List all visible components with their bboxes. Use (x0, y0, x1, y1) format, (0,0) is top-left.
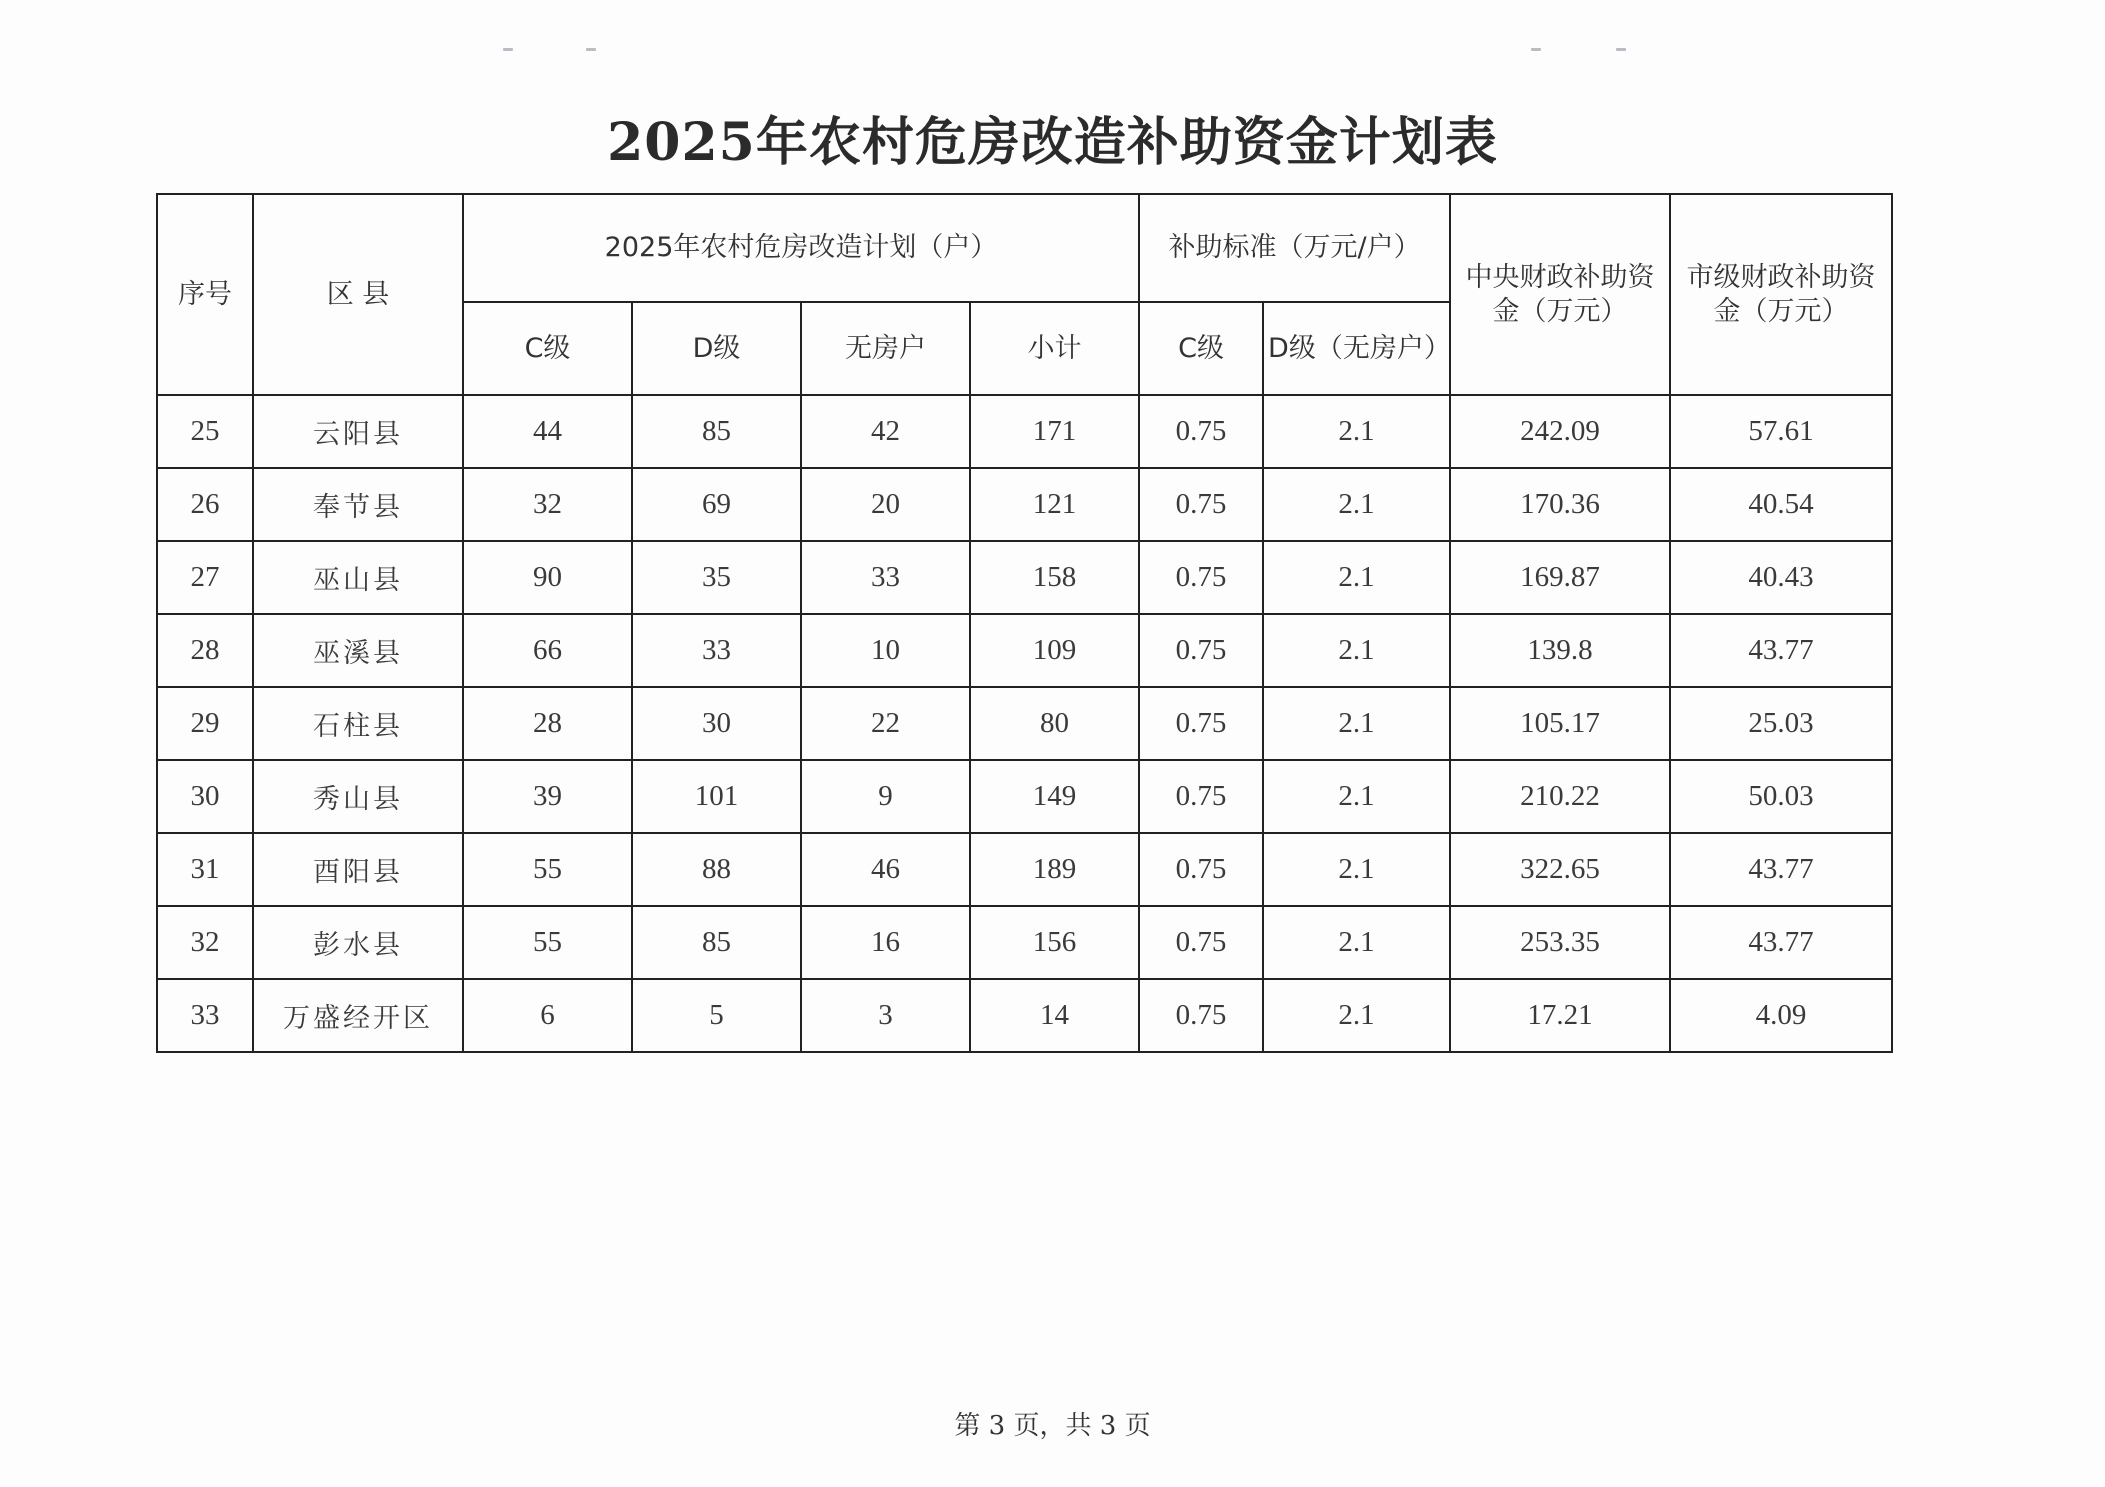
cell-city-fund: 25.03 (1670, 687, 1892, 760)
cell-district: 彭水县 (253, 906, 463, 979)
cell-plan-subtotal: 171 (970, 395, 1139, 468)
cell-plan-c: 55 (463, 833, 632, 906)
cell-district: 万盛经开区 (253, 979, 463, 1052)
cell-central-fund: 105.17 (1450, 687, 1670, 760)
cell-district: 奉节县 (253, 468, 463, 541)
cell-seq: 30 (157, 760, 253, 833)
cell-std-c: 0.75 (1139, 687, 1263, 760)
cell-std-d: 2.1 (1263, 906, 1450, 979)
cell-std-d: 2.1 (1263, 979, 1450, 1052)
cell-std-d: 2.1 (1263, 395, 1450, 468)
cell-central-fund: 210.22 (1450, 760, 1670, 833)
subsidy-plan-table (156, 193, 1893, 1053)
cell-city-fund: 43.77 (1670, 833, 1892, 906)
cell-city-fund: 4.09 (1670, 979, 1892, 1052)
cell-plan-none: 9 (801, 760, 970, 833)
cell-plan-none: 3 (801, 979, 970, 1052)
cell-plan-subtotal: 80 (970, 687, 1139, 760)
header-seq: 序号 (157, 194, 253, 395)
cell-std-d: 2.1 (1263, 468, 1450, 541)
cell-plan-c: 39 (463, 760, 632, 833)
cell-std-c: 0.75 (1139, 760, 1263, 833)
cell-std-c: 0.75 (1139, 541, 1263, 614)
cell-std-d: 2.1 (1263, 760, 1450, 833)
cell-central-fund: 169.87 (1450, 541, 1670, 614)
cell-central-fund: 17.21 (1450, 979, 1670, 1052)
cell-plan-c: 6 (463, 979, 632, 1052)
cell-plan-c: 28 (463, 687, 632, 760)
cell-plan-subtotal: 156 (970, 906, 1139, 979)
cell-std-c: 0.75 (1139, 468, 1263, 541)
header-central-fund: 中央财政补助资金（万元） (1450, 194, 1670, 395)
cell-city-fund: 40.54 (1670, 468, 1892, 541)
table-header (157, 194, 1892, 395)
cell-central-fund: 170.36 (1450, 468, 1670, 541)
cell-district: 巫溪县 (253, 614, 463, 687)
scan-speck (1531, 48, 1541, 51)
cell-seq: 27 (157, 541, 253, 614)
cell-plan-c: 32 (463, 468, 632, 541)
cell-district: 云阳县 (253, 395, 463, 468)
header-std-c: C级 (1139, 302, 1263, 395)
cell-plan-none: 33 (801, 541, 970, 614)
table-row (157, 395, 1892, 468)
cell-plan-subtotal: 158 (970, 541, 1139, 614)
table-row (157, 833, 1892, 906)
scan-speck (503, 48, 513, 51)
cell-plan-d: 88 (632, 833, 801, 906)
table-row (157, 687, 1892, 760)
cell-central-fund: 253.35 (1450, 906, 1670, 979)
cell-std-c: 0.75 (1139, 906, 1263, 979)
cell-city-fund: 40.43 (1670, 541, 1892, 614)
table-body (157, 395, 1892, 1052)
cell-seq: 32 (157, 906, 253, 979)
cell-std-c: 0.75 (1139, 395, 1263, 468)
cell-std-c: 0.75 (1139, 833, 1263, 906)
cell-plan-d: 69 (632, 468, 801, 541)
cell-city-fund: 43.77 (1670, 614, 1892, 687)
page-footer: 第 3 页，共 3 页 (954, 1411, 1151, 1441)
table-row (157, 541, 1892, 614)
cell-seq: 26 (157, 468, 253, 541)
cell-plan-d: 35 (632, 541, 801, 614)
header-plan-c: C级 (463, 302, 632, 395)
cell-plan-d: 85 (632, 906, 801, 979)
header-district: 区 县 (253, 194, 463, 395)
header-city-fund: 市级财政补助资金（万元） (1670, 194, 1892, 395)
cell-city-fund: 43.77 (1670, 906, 1892, 979)
table-row (157, 906, 1892, 979)
header-std-d: D级（无房户） (1263, 302, 1450, 395)
cell-std-d: 2.1 (1263, 614, 1450, 687)
cell-district: 秀山县 (253, 760, 463, 833)
cell-district: 酉阳县 (253, 833, 463, 906)
cell-plan-d: 101 (632, 760, 801, 833)
cell-central-fund: 242.09 (1450, 395, 1670, 468)
cell-plan-c: 66 (463, 614, 632, 687)
document-title: 2025年农村危房改造补助资金计划表 (607, 112, 1498, 173)
cell-plan-none: 22 (801, 687, 970, 760)
table-row (157, 468, 1892, 541)
cell-district: 石柱县 (253, 687, 463, 760)
header-plan-none: 无房户 (801, 302, 970, 395)
table-row (157, 614, 1892, 687)
cell-plan-c: 44 (463, 395, 632, 468)
header-plan-d: D级 (632, 302, 801, 395)
cell-seq: 33 (157, 979, 253, 1052)
cell-std-d: 2.1 (1263, 833, 1450, 906)
cell-district: 巫山县 (253, 541, 463, 614)
header-plan-subtotal: 小计 (970, 302, 1139, 395)
cell-seq: 25 (157, 395, 253, 468)
table-row (157, 979, 1892, 1052)
header-row-top (157, 194, 1892, 302)
cell-plan-subtotal: 189 (970, 833, 1139, 906)
cell-std-d: 2.1 (1263, 687, 1450, 760)
cell-plan-d: 33 (632, 614, 801, 687)
header-standard-group: 补助标准（万元/户） (1139, 194, 1450, 302)
cell-plan-none: 46 (801, 833, 970, 906)
cell-plan-none: 20 (801, 468, 970, 541)
cell-city-fund: 57.61 (1670, 395, 1892, 468)
table-row (157, 760, 1892, 833)
cell-central-fund: 139.8 (1450, 614, 1670, 687)
cell-plan-subtotal: 109 (970, 614, 1139, 687)
cell-std-c: 0.75 (1139, 979, 1263, 1052)
cell-central-fund: 322.65 (1450, 833, 1670, 906)
cell-seq: 29 (157, 687, 253, 760)
header-plan-group: 2025年农村危房改造计划（户） (463, 194, 1139, 302)
scan-speck (586, 48, 596, 51)
cell-plan-none: 16 (801, 906, 970, 979)
scan-speck (1616, 48, 1626, 51)
cell-plan-subtotal: 14 (970, 979, 1139, 1052)
cell-plan-d: 30 (632, 687, 801, 760)
cell-plan-subtotal: 121 (970, 468, 1139, 541)
cell-plan-d: 5 (632, 979, 801, 1052)
cell-plan-subtotal: 149 (970, 760, 1139, 833)
cell-city-fund: 50.03 (1670, 760, 1892, 833)
cell-std-d: 2.1 (1263, 541, 1450, 614)
cell-plan-d: 85 (632, 395, 801, 468)
cell-seq: 28 (157, 614, 253, 687)
cell-plan-none: 10 (801, 614, 970, 687)
cell-plan-c: 55 (463, 906, 632, 979)
cell-plan-none: 42 (801, 395, 970, 468)
cell-plan-c: 90 (463, 541, 632, 614)
cell-seq: 31 (157, 833, 253, 906)
cell-std-c: 0.75 (1139, 614, 1263, 687)
